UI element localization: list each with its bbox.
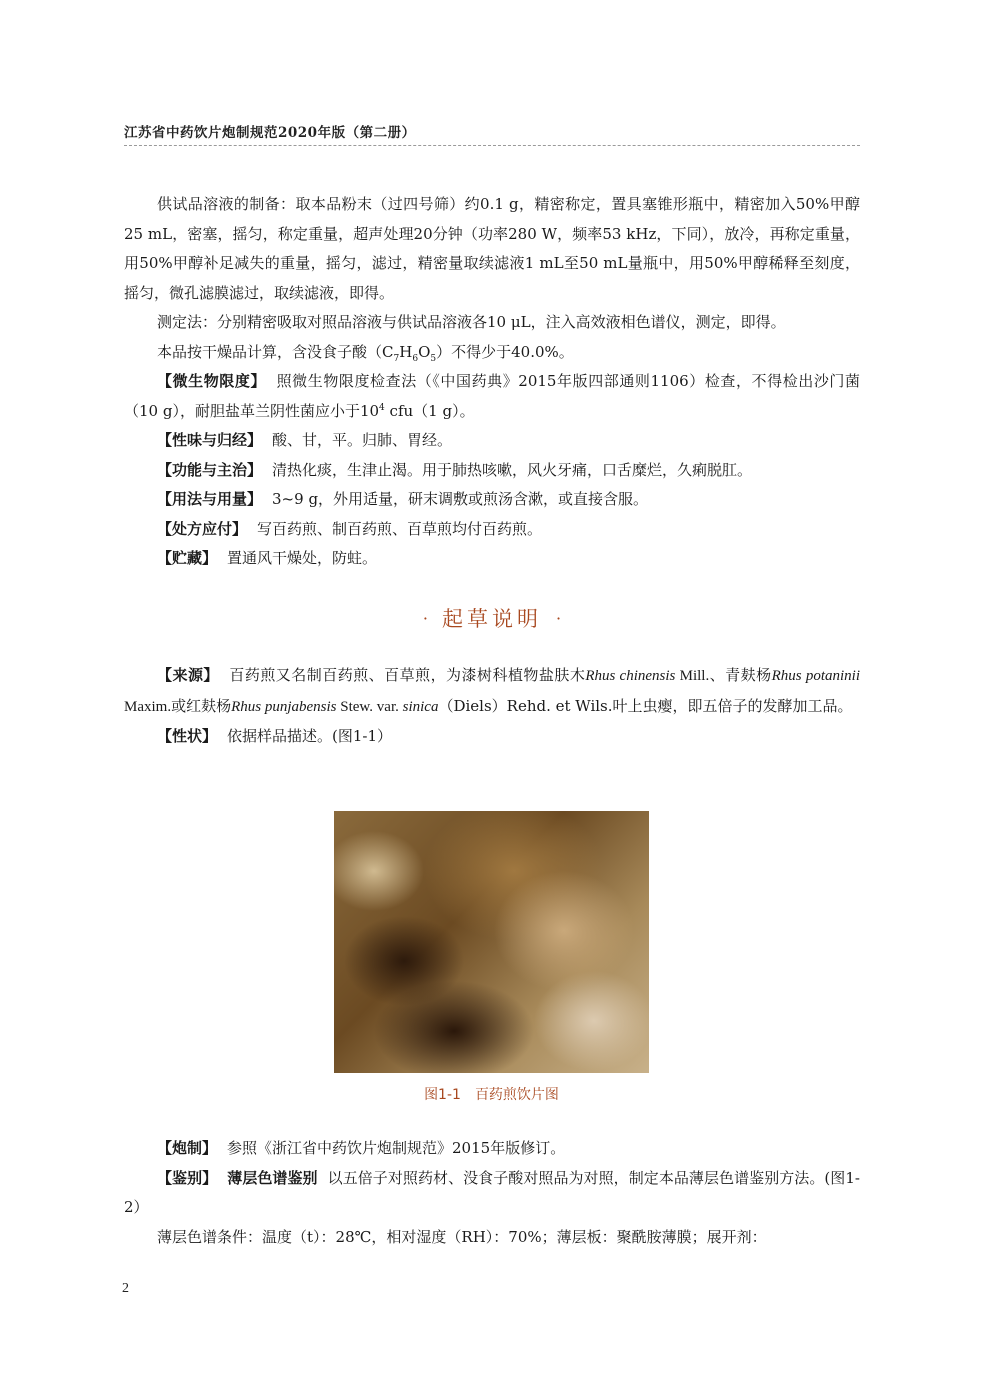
label-usage: 【用法与用量】: [157, 490, 263, 508]
paragraph-usage: [124, 485, 860, 515]
paragraph-nature: [124, 426, 860, 456]
section-heading: [124, 603, 860, 633]
paragraph-solution-prep: 供试品溶液的制备：取本品粉末（过四号筛）约0.1 g，精密称定，置具塞锥形瓶中，精密加入50%甲醇25 mL，密塞，摇匀，称定重量，超声处理20分钟（功率280 W，频率53 kHz，下同），放冷，再称定重量，用50%甲醇补足减失的重量，摇匀，滤过，精密量取续滤液1 mL至50 mL量瓶中，用50%甲醇稀释至刻度，摇匀，微孔滤膜滤过，取续滤液，即得。: [124, 195, 860, 302]
label-microbe: 【微生物限度】: [157, 372, 267, 390]
text-function: 清热化痰，生津止渴。用于肺热咳嗽，风火牙痛，口舌糜烂，久痢脱肛。: [272, 460, 753, 479]
formula-o-sub: 5: [430, 353, 437, 364]
source-latin-2: Rhus potaninii: [771, 668, 860, 684]
section-dot-right: ·: [556, 609, 562, 628]
formula-c-sub: 7: [393, 353, 400, 364]
paragraph-source: [124, 661, 860, 722]
header-divider: [124, 145, 860, 146]
main-text-bottom: [124, 1134, 860, 1252]
source-text-5: （Diels）Rehd. et Wils.叶上虫瘿，即五倍子的发酵加工品。: [438, 696, 853, 715]
figure-title: 百药煎饮片图: [474, 1087, 559, 1103]
label-processing: 【炮制】: [157, 1139, 218, 1157]
formula-h: H: [399, 342, 413, 361]
paragraph-storage: [124, 544, 860, 574]
source-latin-1: Rhus chinensis: [585, 668, 676, 684]
label-prescription: 【处方应付】: [157, 519, 248, 538]
running-header: 江苏省中药饮片炮制规范2020年版（第二册）: [124, 125, 416, 141]
paragraph-microbe: [124, 367, 860, 426]
label-character: 【性状】: [157, 727, 218, 745]
text-nature: 酸、甘，平。归肺、胃经。: [272, 431, 453, 449]
text-storage: 置通风干燥处，防蛀。: [227, 549, 378, 567]
paragraph-assay: [124, 338, 860, 368]
source-text-2: Mill.、青麸杨: [675, 668, 772, 684]
paragraph-prescription: [124, 515, 860, 545]
formula-c: C: [382, 342, 394, 361]
label-source: 【来源】: [157, 666, 219, 684]
source-text-4: Stew. var.: [336, 698, 403, 715]
microbe-text-b: cfu（1 g）。: [384, 401, 475, 420]
figure-number: 图1-1: [424, 1087, 461, 1103]
formula-h-sub: 6: [412, 353, 419, 364]
paragraph-method: 测定法：分别精密吸取对照品溶液与供试品溶液各10 μL，注入高效液相色谱仪，测定，即得。: [157, 313, 786, 331]
page-number: 2: [122, 1281, 129, 1296]
sample-photo: [334, 811, 649, 1073]
source-text-3: Maxim.或红麸杨: [124, 698, 232, 715]
text-identify: 以五倍子对照药材、没食子酸对照品为对照，制定本品薄层色谱鉴别方法。(图1-2）: [124, 1168, 860, 1216]
figure-caption: [334, 1084, 649, 1104]
assay-prefix: 本品按干燥品计算，含没食子酸（: [157, 342, 383, 361]
label-storage: 【贮藏】: [157, 549, 218, 567]
label-identify: 【鉴别】: [157, 1168, 218, 1187]
text-processing: 参照《浙江省中药饮片炮制规范》2015年版修订。: [227, 1139, 566, 1157]
paragraph-function: [124, 456, 860, 486]
source-text-1: 百药煎又名制百药煎、百草煎，为漆树科植物盐肤木: [228, 666, 586, 684]
text-usage: 3~9 g，外用适量，研末调敷或煎汤含漱，或直接含服。: [272, 490, 649, 508]
source-latin-4: sinica: [402, 698, 439, 715]
microbe-text-a: 照微生物限度检查法（《中国药典》2015年版四部通则1106）检查，不得检出沙门菌（10 g），耐胆盐革兰阴性菌应小于10: [124, 372, 860, 420]
assay-suffix: ）不得少于40.0%。: [436, 342, 574, 361]
main-text-middle: [124, 661, 860, 752]
label-function: 【功能与主治】: [157, 460, 263, 479]
section-title-text: 起草说明: [442, 607, 542, 631]
microbe-sup: 4: [379, 402, 385, 413]
paragraph-processing: [124, 1134, 860, 1164]
paragraph-character: [124, 722, 860, 752]
formula-o: O: [418, 342, 431, 361]
source-latin-3: Rhus punjabensis: [231, 698, 337, 715]
section-dot-left: ·: [422, 609, 428, 628]
label-nature: 【性味与归经】: [157, 431, 263, 449]
text-prescription: 写百药煎、制百药煎、百草煎均付百药煎。: [257, 519, 543, 538]
text-character: 依据样品描述。(图1-1）: [227, 727, 393, 745]
identify-subheading: 薄层色谱鉴别: [227, 1168, 318, 1187]
main-text-top: [124, 190, 860, 574]
paragraph-tlc: 薄层色谱条件：温度（t）：28℃，相对湿度（RH）：70%；薄层板：聚酰胺薄膜；展开剂：: [157, 1227, 767, 1246]
paragraph-identify: [124, 1164, 860, 1223]
